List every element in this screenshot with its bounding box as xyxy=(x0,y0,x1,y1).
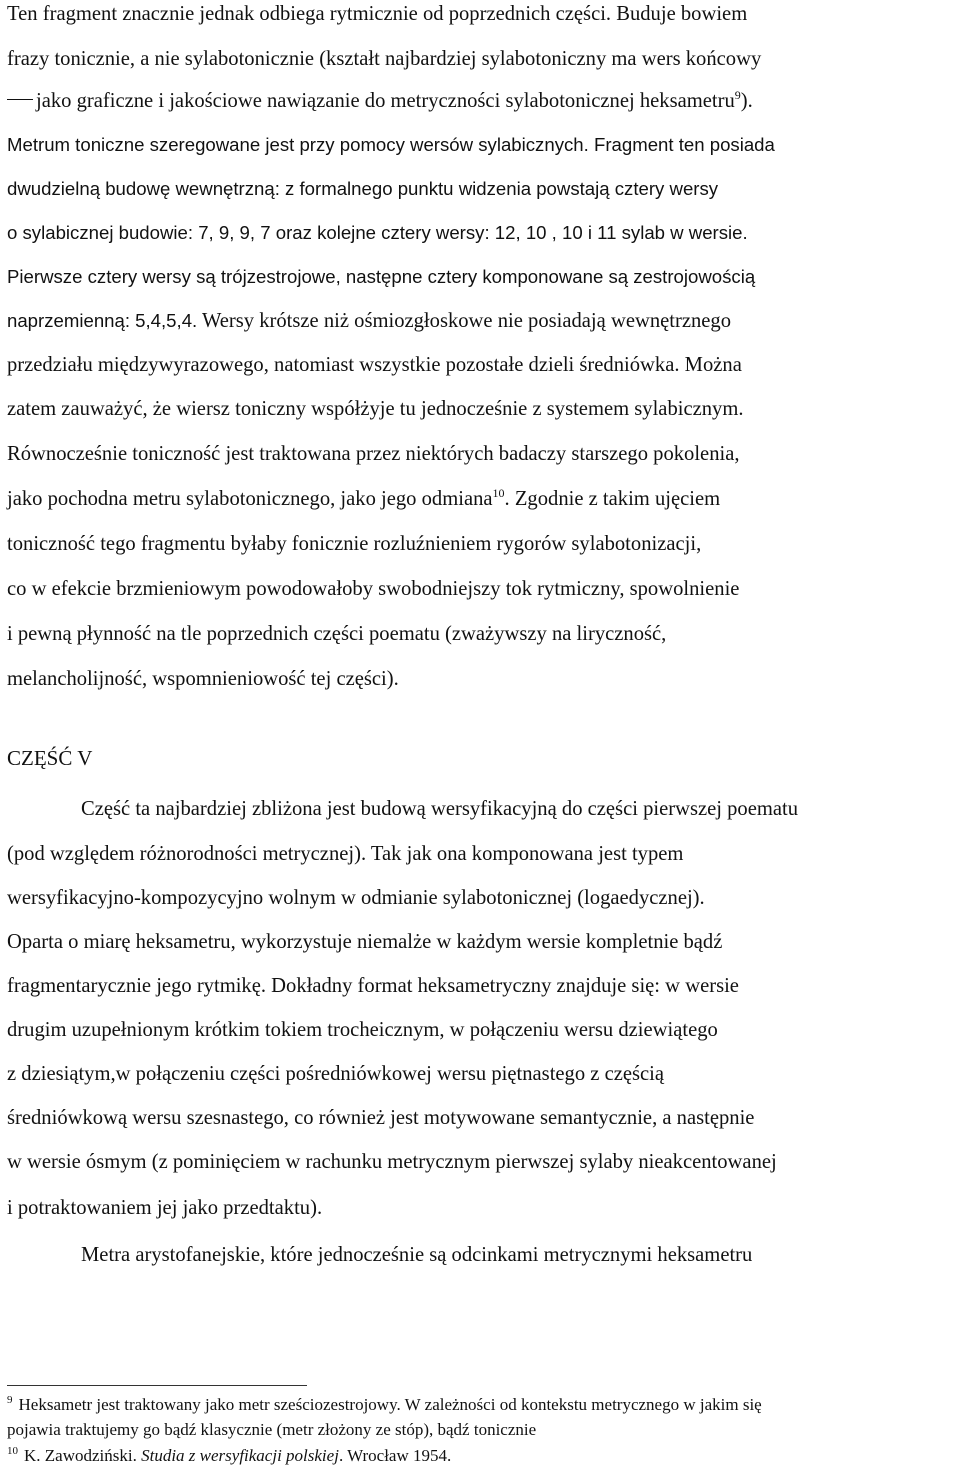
section-heading: CZĘŚĆ V xyxy=(7,746,93,770)
text: dwudzielną budowę wewnętrzną: z formalnego punktu widzenia powstają cztery wersy xyxy=(7,178,719,199)
body-line xyxy=(7,175,718,203)
text: . Wrocław 1954. xyxy=(338,1446,452,1465)
footnote-number: 10 xyxy=(7,1445,18,1457)
body-line xyxy=(7,351,742,379)
text: z dziesiątym,w połączeniu części pośredniówkowej wersu piętnastego z częścią xyxy=(7,1063,665,1085)
text: w wersie ósmym (z pominięciem w rachunku metrycznym pierwszej sylaby nieakcentowanej xyxy=(7,1151,777,1173)
text: . Zgodnie z takim ujęciem xyxy=(504,488,721,510)
footnote-ref-10[interactable]: 10 xyxy=(492,486,505,500)
text: o sylabicznej budowie: 7, 9, 9, 7 oraz kolejne cztery wersy: 12, 10 , 10 i 11 sylab w wersie. xyxy=(7,222,748,243)
body-line xyxy=(7,219,748,247)
footnote-9-cont xyxy=(7,1420,536,1440)
text: Część ta najbardziej zbliżona jest budową wersyfikacyjną do części pierwszej poematu xyxy=(81,798,799,820)
body-line xyxy=(7,440,740,468)
body-line xyxy=(7,575,739,603)
footnote-divider xyxy=(7,1385,307,1386)
text: jako pochodna metru sylabotonicznego, jako jego odmiana xyxy=(7,488,493,510)
section-line xyxy=(7,972,739,1000)
body-line xyxy=(7,307,731,335)
body-line xyxy=(7,395,744,423)
text: Metrum toniczne szeregowane jest przy pomocy wersów sylabicznych. xyxy=(7,134,589,155)
text: i pewną płynność na tle poprzednich części poematu (zważywszy na liryczność, xyxy=(7,623,667,645)
text: Równocześnie toniczność jest traktowana przez niektórych badaczy starszego pokolenia, xyxy=(7,443,740,465)
body-line xyxy=(7,131,775,159)
body-line xyxy=(7,87,753,115)
section-line xyxy=(7,1148,777,1176)
text: zatem zauważyć, że wiersz toniczny współżyje tu jednocześnie z systemem sylabicznym. xyxy=(7,398,744,420)
text: (pod względem różnorodności metrycznej). Tak jak ona komponowana jest typem xyxy=(7,843,684,865)
body-line xyxy=(7,620,666,648)
footnote-number: 9 xyxy=(7,1394,13,1406)
section-line xyxy=(7,840,683,868)
text: jako graficzne i jakościowe nawiązanie do metryczności sylabotonicznej heksametru xyxy=(36,90,735,112)
section-line xyxy=(7,1060,664,1088)
text: wersyfikacyjno-kompozycyjno wolnym w odmianie sylabotonicznej (logaedycznej). xyxy=(7,887,705,909)
body-line xyxy=(7,0,747,28)
text: toniczność tego fragmentu byłaby fonicznie rozluźnieniem rygorów sylabotonizacji, xyxy=(7,533,702,555)
section-line xyxy=(7,1104,754,1132)
footnote-10 xyxy=(7,1446,451,1466)
section-line xyxy=(7,884,705,912)
text: frazy tonicznie, a nie sylabotonicznie (kształt najbardziej sylabotoniczny ma wers końcowy xyxy=(7,48,762,70)
text: Wersy krótsze niż ośmiozgłoskowe nie posiadają wewnętrznego xyxy=(197,310,732,332)
text: drugim uzupełnionym krótkim tokiem trocheicznym, w połączeniu wersu dziewiątego xyxy=(7,1019,718,1041)
body-line xyxy=(7,530,701,558)
text: co w efekcie brzmieniowym powodowałoby swobodniejszy tok rytmiczny, spowolnienie xyxy=(7,578,740,600)
text: Oparta o miarę heksametru, wykorzystuje niemalże w każdym wersie kompletnie bądź xyxy=(7,931,723,953)
text: ). xyxy=(740,90,753,112)
section-line xyxy=(7,1016,718,1044)
text: K. Zawodziński. xyxy=(24,1446,137,1465)
text: Pierwsze cztery wersy są trójzestrojowe, następne cztery komponowane są zestrojowością xyxy=(7,266,756,287)
text: pojawia traktujemy go bądź klasycznie (metr złożony ze stóp), bądź tonicznie xyxy=(7,1420,537,1439)
text: przedziału międzywyrazowego, natomiast wszystkie pozostałe dzieli średniówka. Można xyxy=(7,354,742,376)
book-title: Studia z wersyfikacji polskiej xyxy=(141,1446,339,1465)
text: średniówkową wersu szesnastego, co również jest motywowane semantycznie, a następnie xyxy=(7,1107,755,1129)
em-dash xyxy=(7,99,33,100)
section-line xyxy=(81,1241,752,1269)
section-line xyxy=(7,1194,322,1222)
footnote-ref-9[interactable]: 9 xyxy=(734,88,741,102)
text: Heksametr jest traktowany jako metr sześciozestrojowy. W zależności od kontekstu metrycznego w jakim się xyxy=(18,1395,762,1414)
text: Metra arystofanejskie, które jednocześnie są odcinkami metrycznymi heksametru xyxy=(81,1244,753,1266)
body-line xyxy=(7,665,399,693)
section-line xyxy=(7,928,722,956)
section-line xyxy=(81,795,798,823)
text: melancholijność, wspomnieniowość tej części). xyxy=(7,668,399,690)
text: Fragment ten posiada xyxy=(588,134,775,155)
text: fragmentarycznie jego rytmikę. Dokładny format heksametryczny znajduje się: w wersie xyxy=(7,975,739,997)
body-line xyxy=(7,45,761,73)
body-line xyxy=(7,263,755,291)
body-line xyxy=(7,485,720,513)
text: Ten fragment znacznie jednak odbiega rytmicznie od poprzednich części. Buduje bowiem xyxy=(7,3,748,25)
text: i potraktowaniem jej jako przedtaktu). xyxy=(7,1197,323,1219)
footnote-9 xyxy=(7,1395,762,1415)
text: naprzemienną: 5,4,5,4. xyxy=(7,310,198,331)
